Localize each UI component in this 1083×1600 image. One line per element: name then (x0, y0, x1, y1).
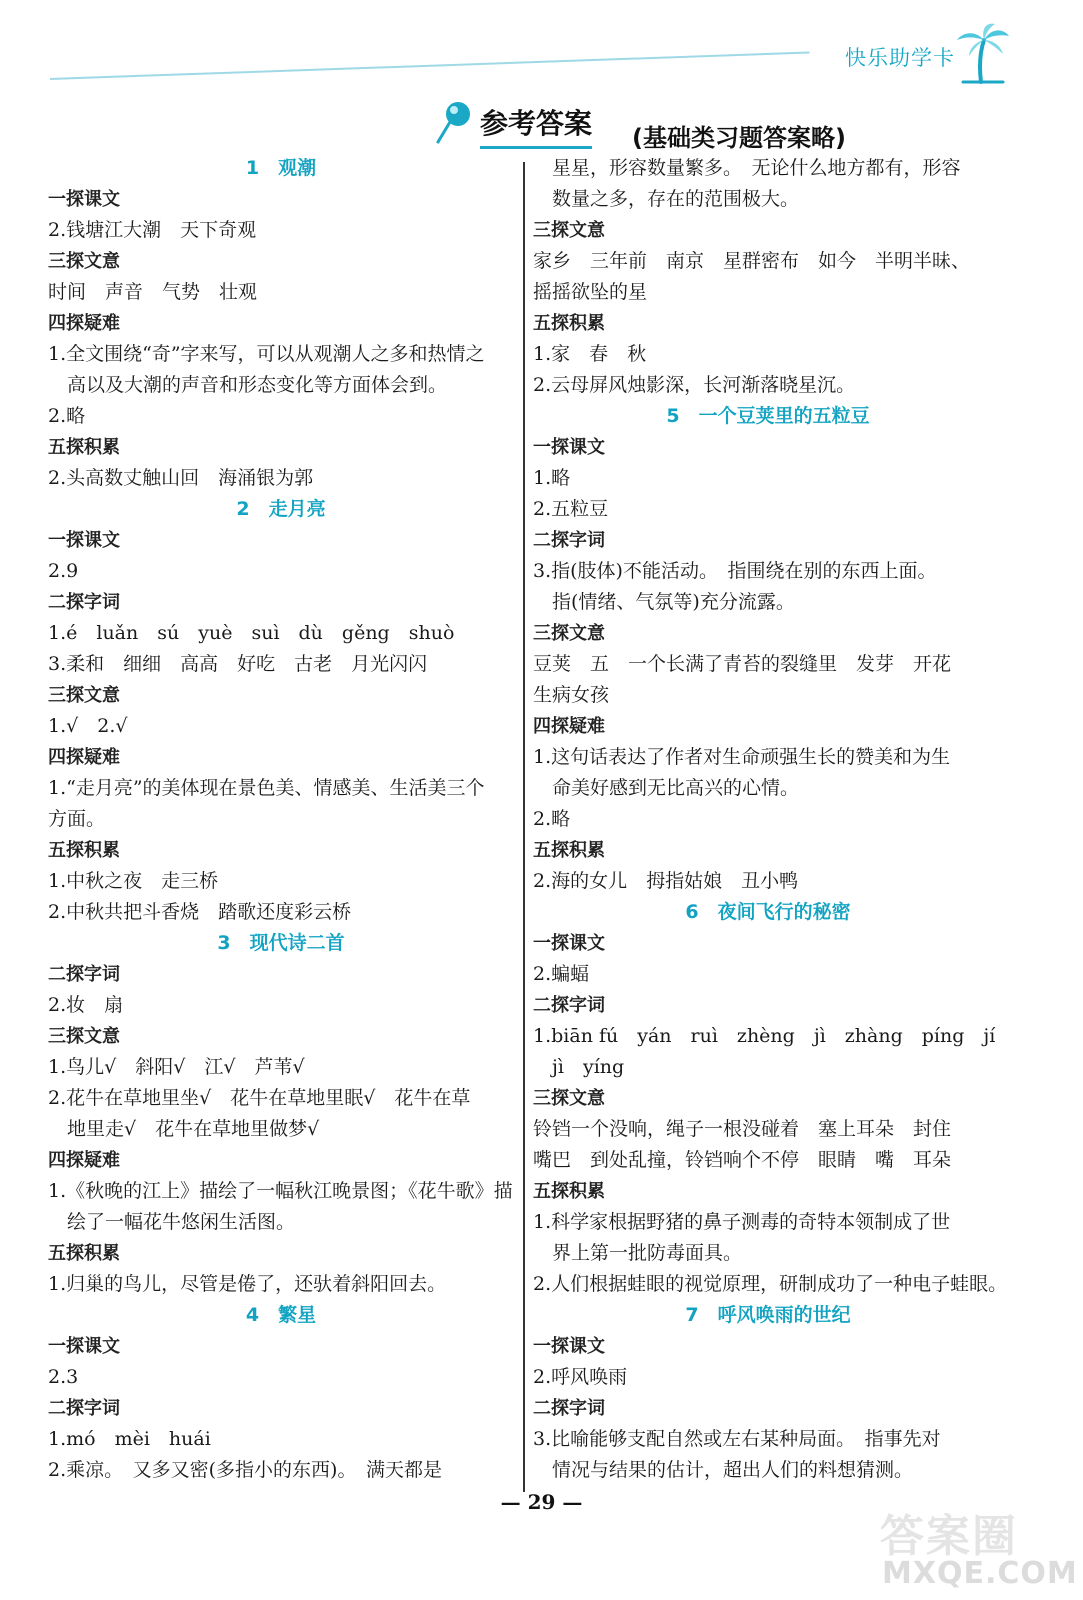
section-heading: 二探字词 (48, 964, 120, 985)
answer-line: 1.biān fú yán ruì zhèng jì zhàng píng jí (533, 1025, 996, 1047)
lesson-title: 1 观潮 (245, 157, 317, 179)
header-rule (50, 51, 810, 80)
section-heading: 一探课文 (48, 530, 120, 551)
section-heading: 五探积累 (533, 1181, 605, 1202)
lesson-title: 5 一个豆荚里的五粒豆 (666, 405, 870, 427)
left-column (48, 153, 514, 1486)
section-heading: 一探课文 (533, 1336, 605, 1357)
section-heading: 四探疑难 (48, 313, 120, 334)
section-heading: 三探文意 (533, 220, 605, 241)
answer-line: 2.3 (48, 1366, 79, 1388)
section-heading: 二探字词 (533, 1398, 605, 1419)
section-heading: 五探积累 (533, 313, 605, 334)
watermark-url: MXQE.COM (882, 1556, 1078, 1591)
page-title: 参考答案 (480, 102, 592, 149)
answer-line: 3.指(肢体)不能活动。 指围绕在别的东西上面。 (533, 560, 937, 582)
section-heading: 三探文意 (48, 251, 120, 272)
lesson-title: 6 夜间飞行的秘密 (685, 901, 851, 923)
column-divider (523, 162, 525, 1492)
answer-line: 1.全文围绕“奇”字来写，可以从观潮人之多和热情之 (48, 343, 485, 365)
answer-line: 时间 声音 气势 壮观 (48, 281, 258, 303)
answer-line: 2.人们根据蛙眼的视觉原理，研制成功了一种电子蛙眼。 (533, 1273, 1008, 1295)
answer-line: 2.海的女儿 拇指姑娘 丑小鸭 (533, 870, 799, 892)
answer-line: 1.这句话表达了作者对生命顽强生长的赞美和为生 (533, 746, 951, 768)
section-heading: 四探疑难 (533, 716, 605, 737)
brand-label: 快乐助学卡 (845, 46, 955, 70)
section-heading: 一探课文 (48, 189, 120, 210)
answer-line: 家乡 三年前 南京 星群密布 如今 半明半昧、 (533, 250, 971, 272)
section-heading: 五探积累 (48, 437, 120, 458)
section-heading: 三探文意 (533, 623, 605, 644)
answer-line-continued: 绘了一幅花牛悠闲生活图。 (67, 1211, 296, 1233)
lesson-title: 4 繁星 (245, 1304, 317, 1326)
section-heading: 三探文意 (48, 1026, 120, 1047)
answer-line: 2.9 (48, 560, 79, 582)
answer-line: 2.中秋共把斗香烧 踏歌还度彩云桥 (48, 901, 352, 923)
answer-line-continued: 指(情绪、气氛等)充分流露。 (552, 591, 795, 613)
answer-line: 2.云母屏风烛影深，长河渐落晓星沉。 (533, 374, 856, 396)
answer-line: 1.mó mèi huái (48, 1428, 211, 1450)
answer-line: 豆荚 五 一个长满了青苔的裂缝里 发芽 开花 (533, 653, 952, 675)
answer-line-continued: jì yíng (552, 1056, 625, 1078)
answer-line: 1.归巢的鸟儿，尽管是倦了，还驮着斜阳回去。 (48, 1273, 447, 1295)
answer-line: 1.家 春 秋 (533, 343, 647, 365)
section-heading: 二探字词 (533, 530, 605, 551)
answer-line: 1.鸟儿√ 斜阳√ 江√ 芦苇√ (48, 1056, 305, 1078)
section-heading: 五探积累 (48, 840, 120, 861)
answer-line: 1.中秋之夜 走三桥 (48, 870, 219, 892)
answer-line: 方面。 (48, 808, 106, 830)
section-heading: 一探课文 (48, 1336, 120, 1357)
section-heading: 五探积累 (48, 1243, 120, 1264)
answer-line: 1.略 (533, 467, 571, 489)
section-heading: 二探字词 (48, 592, 120, 613)
page-number: — 29 — (500, 1490, 583, 1514)
lesson-title: 7 呼风唤雨的世纪 (685, 1304, 851, 1326)
answer-line: 2.头高数丈触山回 海涌银为郭 (48, 467, 314, 489)
watermark-logo (860, 1500, 1078, 1595)
answer-line: 摇摇欲坠的星 (533, 281, 648, 303)
answer-line: 2.乘凉。 又多又密(多指小的东西)。 满天都是 (48, 1459, 442, 1481)
pushpin-icon (436, 100, 474, 144)
answer-line: 2.五粒豆 (533, 498, 609, 520)
section-heading: 五探积累 (533, 840, 605, 861)
palm-tree-icon (955, 22, 1011, 84)
answer-line-continued: 数量之多，存在的范围极大。 (552, 188, 800, 210)
answer-line: 铃铛一个没响，绳子一根没碰着 塞上耳朵 封住 (533, 1118, 952, 1140)
page-subtitle: (基础类习题答案略) (632, 124, 846, 152)
lesson-title: 2 走月亮 (236, 498, 326, 520)
answer-line-continued: 地里走√ 花牛在草地里做梦√ (67, 1118, 320, 1140)
answer-line-continued: 界上第一批防毒面具。 (552, 1242, 743, 1264)
answer-line: 生病女孩 (533, 684, 610, 706)
answer-line: 2.蝙蝠 (533, 963, 590, 985)
answer-line: 1.科学家根据野猪的鼻子测毒的奇特本领制成了世 (533, 1211, 951, 1233)
section-heading: 二探字词 (48, 1398, 120, 1419)
answer-line: 1.√ 2.√ (48, 715, 128, 737)
section-heading: 四探疑难 (48, 1150, 120, 1171)
answer-line: 1.《秋晚的江上》描绘了一幅秋江晚景图；《花牛歌》描 (48, 1180, 513, 1202)
answer-line: 2.呼风唤雨 (533, 1366, 628, 1388)
answer-line: 3.比喻能够支配自然或左右某种局面。 指事先对 (533, 1428, 941, 1450)
section-heading: 一探课文 (533, 437, 605, 458)
answer-line: 2.略 (48, 405, 86, 427)
answer-line: 2.钱塘江大潮 天下奇观 (48, 219, 257, 241)
section-heading: 一探课文 (533, 933, 605, 954)
answer-line: 1.“走月亮”的美体现在景色美、情感美、生活美三个 (48, 777, 485, 799)
answer-line: 2.花牛在草地里坐√ 花牛在草地里眠√ 花牛在草 (48, 1087, 471, 1109)
watermark-text: 答案圈 (880, 1511, 1018, 1562)
right-column (533, 153, 1008, 1486)
answer-line-continued: 星星，形容数量繁多。 无论什么地方都有，形容 (552, 157, 961, 179)
answer-line: 3.柔和 细细 高高 好吃 古老 月光闪闪 (48, 653, 428, 675)
section-heading: 四探疑难 (48, 747, 120, 768)
section-heading: 三探文意 (533, 1088, 605, 1109)
lesson-title: 3 现代诗二首 (217, 932, 345, 954)
answer-line: 嘴巴 到处乱撞，铃铛响个不停 眼睛 嘴 耳朵 (533, 1149, 952, 1171)
answer-line: 2.妆 扇 (48, 994, 124, 1016)
answer-line: 2.略 (533, 808, 571, 830)
answer-line-continued: 高以及大潮的声音和形态变化等方面体会到。 (67, 374, 448, 396)
section-heading: 二探字词 (533, 995, 605, 1016)
answer-line-continued: 命美好感到无比高兴的心情。 (552, 777, 800, 799)
answer-line-continued: 情况与结果的估计，超出人们的料想猜测。 (552, 1459, 914, 1481)
section-heading: 三探文意 (48, 685, 120, 706)
answer-line: 1.é luǎn sú yuè suì dù gěng shuò (48, 622, 455, 644)
